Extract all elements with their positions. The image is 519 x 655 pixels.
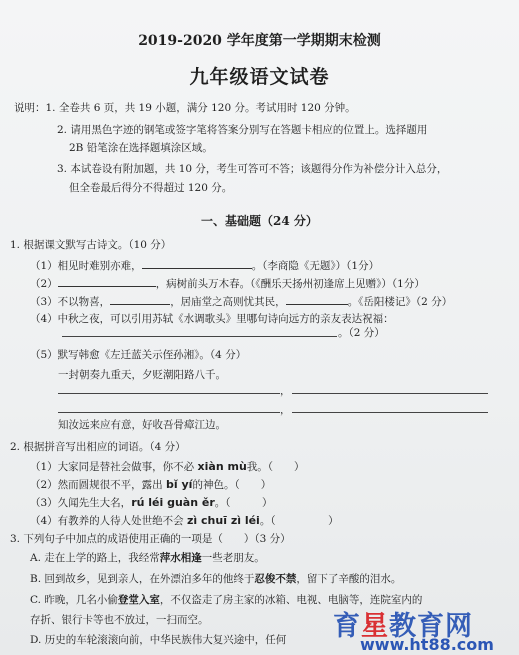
answer-blank (142, 258, 252, 269)
q2-stem: 2. 根据拼音写出相应的词语。（4 分） (10, 441, 186, 453)
comma: ， (280, 404, 291, 416)
idiom: 忍俊不禁 (254, 573, 297, 585)
q3-option-a: A. 走在上学的路上，我经常萍水相逢一些老朋友。 (30, 552, 265, 564)
q2-item3: （3）久闻先生大名，rú léi guàn ěr。（ ） (30, 496, 273, 509)
exam-subtitle: 九年级语文试卷 (189, 66, 330, 88)
comma: ， (280, 385, 291, 397)
note-2a: 2. 请用黑色字迹的钢笔或签字笔将答案分别写在答题卡相应的位置上。选择题用 (57, 124, 428, 136)
q3-option-c: C. 昨晚，几名小偷登堂入室，不仅盗走了房主家的冰箱、电视、电脑等，连院室内的 (30, 594, 423, 606)
answer-line (292, 393, 488, 394)
q3-stem: 3. 下列句子中加点的成语使用正确的一项是（ ）（3 分） (10, 533, 291, 545)
answer-line (62, 336, 337, 337)
q3-option-d: D. 历史的车轮滚滚向前，中华民族伟大复兴途中，任何 (30, 634, 287, 646)
section-heading: 一、基础题（24 分） (201, 214, 318, 228)
exam-title: 2019-2020 学年度第一学期期末检测 (138, 33, 381, 49)
pinyin: rú léi guàn ěr (131, 496, 215, 509)
q2-item2: （2）然而圆规很不平，露出 bǐ yí的神色。（ ） (30, 478, 272, 491)
q3-option-c-cont: 存折、银行卡等也不放过，一扫而空。 (30, 614, 209, 626)
q2-item1: （1）大家同是替社会做事，你不必 xiàn mù我。（ ） (30, 460, 305, 473)
q1-stem: 1. 根据课文默写古诗文。（10 分） (10, 239, 172, 251)
answer-line (58, 393, 280, 394)
q2-item4: （4）有教养的人待人处世绝不会 zì chuī zì léi。（ ） (30, 514, 339, 527)
q1-poem-end: 知汝远来应有意，好收吾骨瘴江边。 (58, 419, 226, 431)
q1-poem-line: 一封朝奏九重天，夕贬潮阳路八千。 (58, 369, 226, 381)
pinyin: xiàn mù (197, 460, 247, 473)
answer-blank (286, 294, 348, 305)
q1-line2: （2） ，病树前头万木春。（《酬乐天扬州初逢席上见赠》）（1分） (30, 278, 425, 290)
pinyin: bǐ yí (166, 478, 193, 491)
idiom: 萍水相逢 (159, 552, 202, 564)
watermark-logo: 育星教育网 (333, 611, 473, 642)
watermark-url: www.ht88.com (360, 635, 494, 654)
q1-line1: （1）相见时难别亦难， 。（李商隐《无题》）（1分） (30, 260, 380, 272)
note-3b: 但全卷最后得分不得超过 120 分。 (69, 182, 233, 194)
note-2b: 2B 铅笔涂在选择题填涂区域。 (69, 142, 213, 154)
idiom: 登堂入室 (117, 594, 160, 606)
answer-line (292, 412, 488, 413)
q1-line4-score: 。（2 分） (338, 327, 385, 339)
answer-line (58, 412, 280, 413)
pinyin: zì chuī zì léi (187, 514, 260, 527)
answer-blank (110, 294, 170, 305)
note-1: 说明：1. 全卷共 6 页，共 19 小题，满分 120 分。考试用时 120 分钟。 (14, 102, 356, 114)
q1-line3: （3）不以物喜， ，居庙堂之高则忧其民， 。《岳阳楼记》（2 分） (30, 296, 453, 308)
q1-line4: （4）中秋之夜，可以引用苏轼《水调歌头》里哪句诗向远方的亲友表达祝福： (30, 313, 394, 325)
answer-blank (58, 276, 156, 287)
note-3a: 3. 本试卷设有附加题，共 10 分，考生可答可不答；该题得分作为补偿分计入总分， (57, 163, 448, 175)
q3-option-b: B. 回到故乡，见到亲人，在外漂泊多年的他终于忍俊不禁，留下了辛酸的泪水。 (30, 573, 402, 585)
q1-line5: （5）默写韩愈《左迁蓝关示侄孙湘》。（4 分） (30, 349, 247, 361)
